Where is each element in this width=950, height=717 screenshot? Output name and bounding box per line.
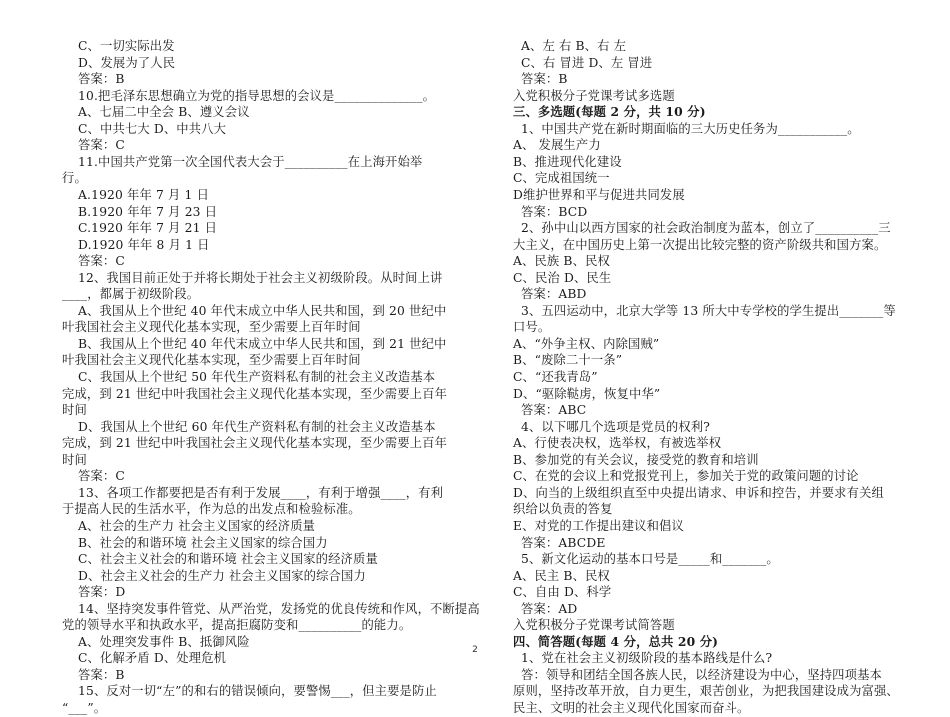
right-text-line: 口号。 [513, 320, 551, 335]
right-text-line: A、“外争主权、内除国贼” [513, 336, 660, 351]
left-text-line: ____，都属于初级阶段。 [62, 287, 200, 302]
left-text-line: C、一切实际出发 [78, 39, 175, 53]
right-text-line: 织给以负责的答复 [513, 502, 613, 517]
right-text-line: C、在党的会议上和党报党刊上，参加关于党的政策问题的讨论 [513, 469, 859, 484]
right-text-line: A、行使表决权，选举权，有被选举权 [513, 436, 722, 451]
left-text-line: 答案：D [78, 585, 126, 600]
left-text-line: “___”。 [62, 701, 107, 715]
right-text-line: A、民主 B、民权 [513, 568, 610, 583]
left-text-line: 答案：C [78, 138, 125, 153]
right-text-line: 答案：ABC [521, 403, 587, 418]
right-text-line: C、自由 D、科学 [513, 585, 612, 600]
left-text-line: C.1920 年年 7 月 21 日 [78, 221, 218, 236]
left-text-line: D、发展为了人民 [78, 55, 176, 70]
left-text-line: 行。 [62, 171, 87, 186]
right-text-line: C、民治 D、民生 [513, 270, 612, 285]
left-text-line: C、社会主义社会的和谐环境 社会主义国家的经济质量 [78, 552, 378, 567]
right-text-line: D维护世界和平与促进共同发展 [513, 187, 685, 202]
left-text-line: 13、各项工作都要把是否有利于发展____，有利于增强____，有利 [78, 485, 444, 500]
right-text-line: B、推进现代化建设 [513, 154, 622, 169]
left-text-line: 于提高人民的生活水平，作为总的出发点和检验标准。 [62, 502, 361, 517]
left-text-line: 答案：B [78, 667, 125, 682]
right-text-line: 答案：ABD [521, 287, 587, 302]
left-text-line: 时间 [62, 452, 87, 467]
right-text-line: 三、多选题(每题 2 分，共 10 分) [513, 104, 706, 120]
right-text-line: 5、新文化运动的基本口号是_____和_______。 [521, 552, 779, 567]
left-text-line: C、我国从上个世纪 50 年代生产资料私有制的社会主义改造基本 [78, 370, 436, 384]
right-text-line: 4、以下哪几个选项是党员的权利? [521, 419, 710, 434]
right-text-line: 答案：AD [521, 601, 578, 616]
right-text-line: A、民族 B、民权 [513, 254, 610, 269]
page-number: 2 [472, 645, 478, 655]
right-text-line: 3、五四运动中，北京大学等 13 所大中专学校的学生提出_______等 [521, 303, 896, 318]
right-text-line: D、向当的上级组织直至中央提出请求、申诉和控告，并要求有关组 [513, 485, 884, 500]
left-text-line: 党的领导水平和执政水平，提高拒腐防变和__________的能力。 [62, 618, 412, 633]
right-text-line: 答案：ABCDE [521, 535, 606, 550]
left-text-line: A、社会的生产力 社会主义国家的经济质量 [78, 518, 316, 533]
right-text-line: 1、党在社会主义初级阶段的基本路线是什么? [521, 651, 773, 666]
right-text-line: A、左 右 B、右 左 [521, 39, 627, 53]
left-text-line: 答案：B [78, 72, 125, 87]
right-text-line: D、“驱除鞑虏，恢复中华” [513, 386, 661, 401]
left-text-line: 答案：C [78, 469, 125, 484]
right-text-line: B、“废除二十一条” [513, 353, 623, 368]
left-text-line: 叶我国社会主义现代化基本实现，至少需要上百年时间 [62, 320, 361, 335]
left-text-line: A、我国从上个世纪 40 年代末成立中华人民共和国，到 20 世纪中 [78, 303, 447, 318]
left-text-line: B、我国从上个世纪 40 年代末成立中华人民共和国，到 21 世纪中 [78, 336, 447, 351]
right-text-line: 2、孙中山以西方国家的社会政治制度为蓝本，创立了__________三 [521, 221, 891, 236]
left-text-line: 10.把毛泽东思想确立为党的指导思想的会议是______________。 [78, 88, 436, 103]
left-text-line: 12、我国目前正处于并将长期处于社会主义初级阶段。从时间上讲 [78, 270, 443, 285]
right-text-line: A、 发展生产力 [513, 138, 601, 153]
left-text-line: C、中共七大 D、中共八大 [78, 121, 227, 136]
right-text-line: C、右 冒进 D、左 冒进 [521, 55, 653, 70]
right-text-line: 原则，坚持改革开放，自力更生，艰苦创业，为把我国建设成为富强、 [513, 684, 899, 699]
right-text-line: C、“还我青岛” [513, 370, 598, 384]
right-text-line: 四、简答题(每题 4 分，总共 20 分) [513, 633, 719, 649]
right-text-line: E、对党的工作提出建议和倡议 [513, 518, 684, 533]
left-text-line: 完成，到 21 世纪中叶我国社会主义现代化基本实现，至少需要上百年 [62, 436, 448, 451]
right-text-line: C、完成祖国统一 [513, 171, 610, 186]
right-text-line: 大主义，在中国历史上第一次提出比较完整的资产阶级共和国方案。 [513, 237, 887, 252]
left-text-line: 时间 [62, 403, 87, 418]
left-text-line: 答案：C [78, 254, 125, 269]
left-text-line: B.1920 年年 7 月 23 日 [78, 204, 218, 219]
left-text-line: 14、坚持突发事件管党、从严治党，发扬党的优良传统和作风，不断提高 [78, 601, 480, 616]
left-text-line: 叶我国社会主义现代化基本实现，至少需要上百年时间 [62, 353, 361, 368]
left-text-line: 11.中国共产党第一次全国代表大会于__________在上海开始举 [78, 154, 423, 169]
left-text-line: D、社会主义社会的生产力 社会主义国家的综合国力 [78, 568, 366, 583]
left-text-line: A、处理突发事件 B、抵御风险 [78, 634, 250, 649]
left-text-line: D.1920 年年 8 月 1 日 [78, 237, 210, 252]
left-text-line: A.1920 年年 7 月 1 日 [78, 187, 210, 202]
left-text-line: 完成，到 21 世纪中叶我国社会主义现代化基本实现，至少需要上百年 [62, 386, 448, 401]
left-text-line: 15、反对一切“左”的和右的错误倾向，要警惕___，但主要是防止 [78, 684, 437, 699]
left-text-line: C、化解矛盾 D、处理危机 [78, 651, 227, 666]
right-text-line: 民主、文明的社会主义现代化国家而奋斗。 [513, 701, 750, 715]
right-text-line: 答案：B [521, 72, 568, 87]
left-text-line: D、我国从上个世纪 60 年代生产资料私有制的社会主义改造基本 [78, 419, 436, 434]
right-text-line: B、参加党的有关会议，接受党的教育和培训 [513, 452, 759, 467]
left-text-line: A、七届二中全会 B、遵义会议 [78, 105, 250, 120]
right-text-line: 1、中国共产党在新时期面临的三大历史任务为___________。 [521, 121, 860, 136]
right-text-line: 入党积极分子党课考试简答题 [513, 618, 675, 633]
right-text-line: 入党积极分子党课考试多选题 [513, 88, 675, 103]
right-text-line: 答案：BCD [521, 204, 588, 219]
left-text-line: B、社会的和谐环境 社会主义国家的综合国力 [78, 535, 328, 550]
right-text-line: 答：领导和团结全国各族人民，以经济建设为中心，坚持四项基本 [521, 667, 882, 682]
